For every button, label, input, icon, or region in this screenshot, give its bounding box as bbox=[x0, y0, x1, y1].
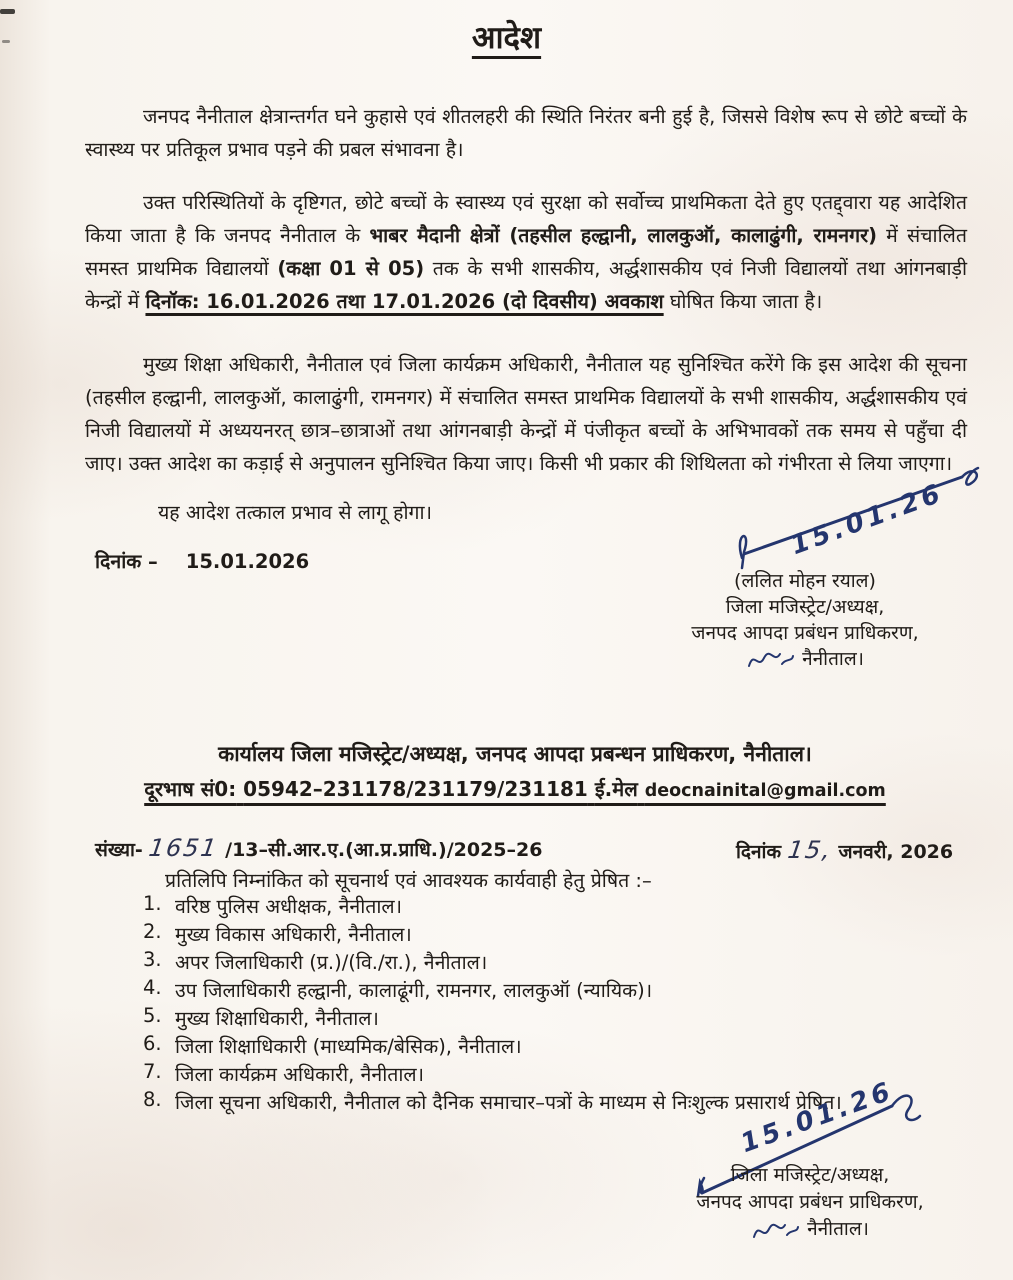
signatory-designation: जिला मजिस्ट्रेट/अध्यक्ष, bbox=[730, 1164, 890, 1186]
email-address: deocnainital@gmail.com bbox=[644, 781, 886, 801]
list-item-number: 5. bbox=[143, 1004, 162, 1027]
office-title-line: कार्यालय जिला मजिस्ट्रेट/अध्यक्ष, जनपद आपदा प्रबन्धन प्राधिकरण, नैनीताल। bbox=[218, 742, 812, 766]
list-item bbox=[143, 976, 933, 1004]
dispatch-date-handwritten: 15, bbox=[785, 836, 834, 864]
reference-number-line bbox=[95, 834, 542, 862]
office-block bbox=[75, 740, 955, 802]
scan-artifact-mark bbox=[0, 9, 15, 14]
handwritten-date-top: 15.01.26 bbox=[786, 478, 948, 562]
dispatch-date-rest: जनवरी, 2026 bbox=[838, 841, 954, 863]
signature-initial-scribble bbox=[746, 648, 794, 670]
list-item-text: अपर जिलाधिकारी (प्र.)/(वि./रा.), नैनीताल। bbox=[175, 951, 488, 974]
list-item bbox=[143, 920, 933, 948]
signatory-block-top bbox=[640, 568, 970, 672]
signature-initial-scribble bbox=[751, 1219, 799, 1241]
holiday-dates-emphasis: दिनॉक: 16.01.2026 तथा 17.01.2026 (दो दिवसीय) अवकाश bbox=[145, 289, 664, 313]
list-item-number: 3. bbox=[143, 948, 162, 971]
signatory-place: नैनीताल। bbox=[807, 1218, 869, 1240]
paragraph-2-region-bold: भाबर मैदानी क्षेत्रों (तहसील हल्द्वानी, लालकुऑ, कालाढुंगी, रामनगर) bbox=[369, 223, 877, 247]
document-title bbox=[0, 16, 1013, 58]
paragraph-2-mid2: तक के सभी शासकीय, अर्द्धशासकीय एवं निजी विद्यालयों तथा आंगनबाड़ी केन्द्रों में bbox=[85, 256, 967, 313]
signatory-authority: जनपद आपदा प्रबंधन प्राधिकरण, bbox=[691, 622, 919, 644]
paragraph-2-classes-bold: (कक्षा 01 से 05) bbox=[277, 256, 425, 280]
list-item-text: मुख्य शिक्षाधिकारी, नैनीताल। bbox=[175, 1007, 379, 1030]
signatory-place: नैनीताल। bbox=[802, 648, 864, 670]
handwritten-date-bottom: 15.01.26 bbox=[736, 1076, 898, 1160]
list-item bbox=[143, 948, 933, 976]
list-item bbox=[143, 1032, 933, 1060]
list-item-number: 6. bbox=[143, 1032, 162, 1055]
signatory-place-row bbox=[650, 1216, 970, 1243]
paragraph-compliance-instruction bbox=[85, 348, 967, 480]
list-item-number: 4. bbox=[143, 976, 162, 999]
paragraph-weather-situation bbox=[85, 100, 967, 166]
list-item-text: जिला शिक्षाधिकारी (माध्यमिक/बेसिक), नैनीताल। bbox=[175, 1035, 522, 1058]
immediate-effect-line: यह आदेश तत्काल प्रभाव से लागू होगा। bbox=[158, 501, 432, 524]
paragraph-1-text: जनपद नैनीताल क्षेत्रान्तर्गत घने कुहासे एवं शीतलहरी की स्थिति निरंतर बनी हुई है, जिससे विशेष रूप से छोटे बच्चों के स्वास्थ्य पर प्रतिकूल प्रभाव पड़ने की प्रबल संभावना है। bbox=[85, 104, 967, 161]
paragraph-2-pre: उक्त परिस्थितियों के दृष्टिगत, छोटे बच्चों के स्वास्थ्य एवं सुरक्षा को सर्वोच्च प्राथमिकता देते हुए एतद्द्वारा यह आदेशित किया जाता है कि जनपद नैनीताल के bbox=[85, 190, 967, 247]
list-item-text: जिला कार्यक्रम अधिकारी, नैनीताल। bbox=[175, 1063, 425, 1086]
list-item-number: 8. bbox=[143, 1088, 162, 1111]
copy-distribution-heading: प्रतिलिपि निम्नांकित को सूचनार्थ एवं आवश्यक कार्यवाही हेतु प्रेषित :– bbox=[165, 869, 652, 892]
signatory-name: (ललित मोहन रयाल) bbox=[734, 570, 876, 592]
reference-number-handwritten: 1651 bbox=[147, 834, 221, 862]
document-title-text: आदेश bbox=[471, 20, 542, 56]
phone-label: दूरभाष सं0: bbox=[144, 777, 237, 801]
list-item bbox=[143, 892, 933, 920]
list-item-text: मुख्य विकास अधिकारी, नैनीताल। bbox=[175, 923, 412, 946]
paragraph-2-mid1: में संचालित समस्त प्राथमिक विद्यालयों bbox=[85, 223, 967, 280]
dispatch-date-label: दिनांक bbox=[736, 841, 782, 863]
list-item-number: 2. bbox=[143, 920, 162, 943]
paragraph-2-post: घोषित किया जाता है। bbox=[663, 289, 823, 313]
list-item-text: वरिष्ठ पुलिस अधीक्षक, नैनीताल। bbox=[175, 895, 403, 918]
reference-number-label: संख्या- bbox=[95, 839, 143, 861]
office-contact-line bbox=[75, 775, 955, 802]
signatory-authority: जनपद आपदा प्रबंधन प्राधिकरण, bbox=[696, 1191, 924, 1213]
dispatch-date-line bbox=[736, 836, 953, 864]
email-label: ई.मेल bbox=[594, 777, 638, 801]
paragraph-holiday-order bbox=[85, 186, 967, 318]
list-item-text: उप जिलाधिकारी हल्द्वानी, कालाढूंगी, रामनगर, लालकुऑ (न्यायिक)। bbox=[175, 979, 653, 1002]
order-date-value: 15.01.2026 bbox=[185, 550, 310, 573]
order-date-label: दिनांक – bbox=[95, 550, 158, 573]
list-item-number: 1. bbox=[143, 892, 162, 915]
phone-numbers: 05942–231178/231179/231181 bbox=[243, 777, 588, 801]
signatory-place-row bbox=[640, 646, 970, 672]
list-item-text: जिला सूचना अधिकारी, नैनीताल को दैनिक समाचार–पत्रों के माध्यम से निःशुल्क प्रसारार्थ प्रेषित। bbox=[175, 1091, 842, 1114]
list-item bbox=[143, 1004, 933, 1032]
signatory-designation: जिला मजिस्ट्रेट/अध्यक्ष, bbox=[725, 596, 885, 618]
signatory-block-bottom bbox=[650, 1162, 970, 1243]
order-date-line bbox=[95, 547, 309, 574]
list-item-number: 7. bbox=[143, 1060, 162, 1083]
paragraph-3-text: मुख्य शिक्षा अधिकारी, नैनीताल एवं जिला कार्यक्रम अधिकारी, नैनीताल यह सुनिश्चित करेंगे कि इस आदेश की सूचना (तहसील हल्द्वानी, लालकुऑ, कालाढुंगी, रामनगर) में संचालित समस्त प्राथमिक विद्यालयों के सभी शासकीय, अर्द्धशासकीय एवं निजी विद्यालयों में अध्ययनरत् छात्र–छात्राओं तथा आंगनबाड़ी केन्द्रों में पंजीकृत बच्चों के अभिभावकों तक समय से पहुँचा दी जाए। उक्त आदेश का कड़ाई से अनुपालन सुनिश्चित किया जाए। किसी भी प्रकार की शिथिलता को गंभीरता से लिया जाएगा। bbox=[85, 352, 967, 475]
reference-number-rest: /13–सी.आर.ए.(आ.प्र.प्राधि.)/2025–26 bbox=[225, 839, 543, 861]
